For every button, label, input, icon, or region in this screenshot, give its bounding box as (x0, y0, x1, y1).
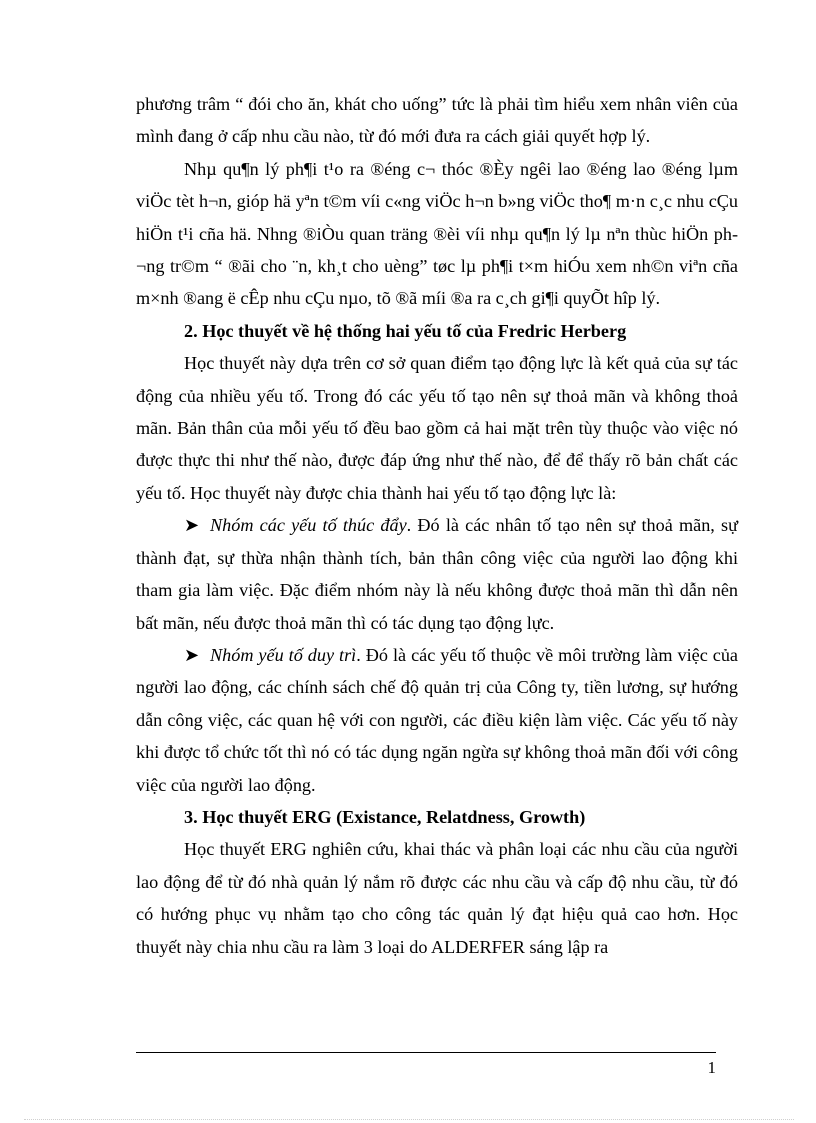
bullet-hygiene-text: . Đó là các yếu tố thuộc về môi trường làm việc của người lao động, các chính sách chế độ quản trị của Công ty, tiền lương, sự hướng dẫn công việc, các quan hệ với con người, các điều kiện làm việc. Các yếu tố này khi được tổ chức tốt thì nó có tác dụng ngăn ngừa sự không thoả mãn đối với công việc của người lao động. (136, 644, 738, 795)
bullet-motivators-text: . Đó là các nhân tố tạo nên sự thoả mãn, sự thành đạt, sự thừa nhận thành tích, bản thân công việc của người lao động khi tham gia làm việc. Đặc điểm nhóm này là nếu không được thoả mãn thì dẫn nên bất mãn, nếu được thoả mãn thì có tác dụng tạo động lực. (136, 515, 738, 633)
bullet-motivators-title: Nhóm các yếu tố thúc đẩy (210, 515, 407, 536)
arrow-bullet-icon: ➤ (184, 515, 200, 536)
bullet-hygiene-title: Nhóm yếu tố duy trì (210, 644, 357, 665)
paragraph-legacy-encoding: Nhµ qu¶n lý ph¶i t¹o ra ®éng c¬ thóc ®Èy ngêi lao ®éng lao ®éng lµm viÖc tèt h¬n, gióp hä yªn t©m víi c«ng viÖc h¬n b»ng viÖc tho¶ m·n c¸c nhu cÇu hiÖn t¹i cña hä. Nhng ®iÒu quan träng ®èi víi nhµ qu¶n lý lµ nªn thùc hiÖn ph¬ng tr©m “ ®ãi cho ¨n, kh¸t cho uèng” tøc lµ ph¶i t×m hiÓu xem nh©n viªn cña m×nh ®ang ë cÊp nhu cÇu nµo, tõ ®ã míi ®a ra c¸ch gi¶i quyÕt hîp lý. (136, 158, 738, 309)
arrow-bullet-icon: ➤ (184, 644, 200, 665)
paragraph-erg-intro: Học thuyết ERG nghiên cứu, khai thác và phân loại các nhu cầu của người lao động để từ đó nhà quản lý nắm rõ được các nhu cầu và cấp độ nhu cầu, từ đó có hướng phục vụ nhằm tạo cho công tác quản lý đạt hiệu quả cao hơn. Học thuyết này chia nhu cầu ra làm 3 loại do ALDERFER sáng lập ra (136, 839, 738, 957)
paragraph-continued: phương trâm “ đói cho ăn, khát cho uống” tức là phải tìm hiểu xem nhân viên của mình đang ở cấp nhu cầu nào, từ đó mới đưa ra cách giải quyết hợp lý. (136, 94, 738, 147)
paragraph-herzberg-intro: Học thuyết này dựa trên cơ sở quan điểm tạo động lực là kết quả của sự tác động của nhiều yếu tố. Trong đó các yếu tố tạo nên sự thoả mãn và không thoả mãn. Bản thân của mỗi yếu tố đều bao gồm cả hai mặt trên tùy thuộc vào việc nó được thực thi như thế nào, được đáp ứng như thế nào, để để thấy rõ bản chất các yếu tố. Học thuyết này được chia thành hai yếu tố tạo động lực là: (136, 353, 738, 503)
footer-rule (136, 1052, 716, 1053)
page-bottom-border (24, 1119, 794, 1120)
section-heading-erg: 3. Học thuyết ERG (Existance, Relatdness, Growth) (184, 806, 586, 827)
document-body (136, 88, 738, 963)
section-heading-herzberg: 2. Học thuyết về hệ thống hai yếu tố của Fredric Herberg (184, 320, 627, 341)
bullet-hygiene (136, 639, 738, 801)
page-number: 1 (707, 1058, 716, 1077)
bullet-motivators (136, 509, 738, 639)
